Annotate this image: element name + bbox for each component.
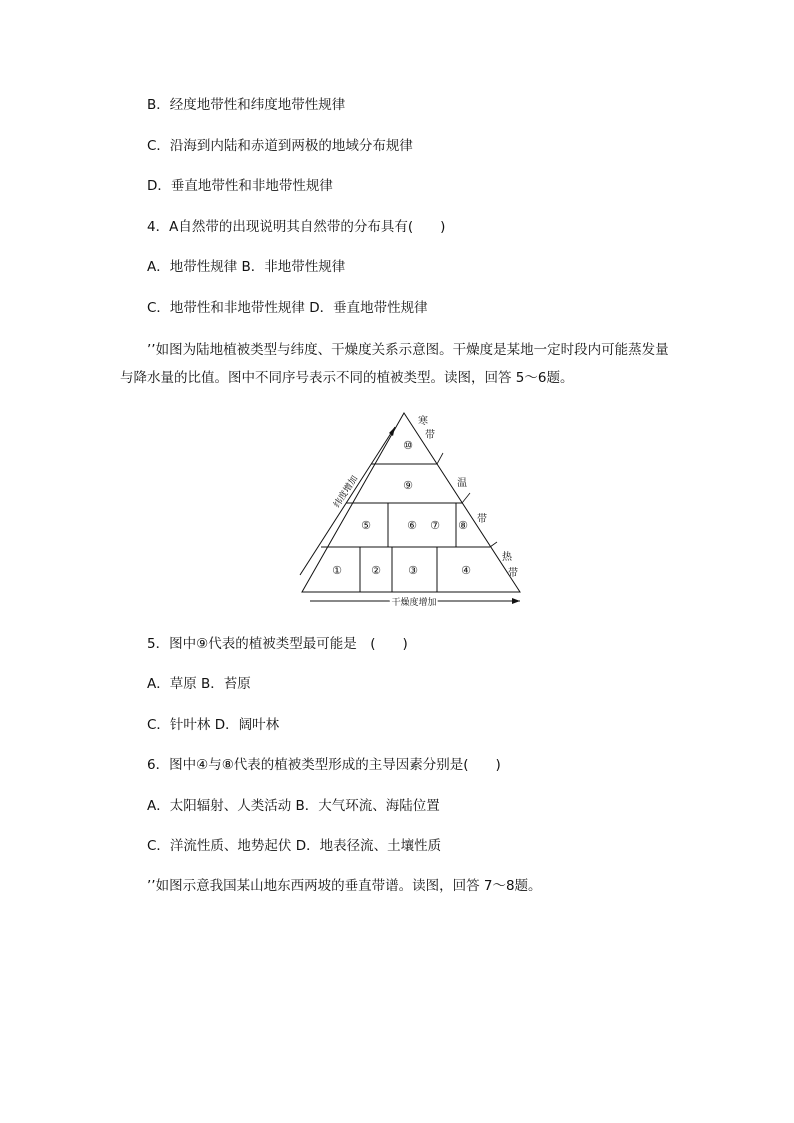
cell-label-4: ④ [461, 564, 471, 577]
q4-options-cd: C．地带性和非地带性规律 D．垂直地带性规律 [147, 300, 428, 316]
zone-label-cold-1: 寒 [418, 416, 428, 427]
q4-stem: 4．A自然带的出现说明其自然带的分布具有( ) [147, 219, 446, 235]
dryness-axis-label: 干燥度增加 [391, 598, 437, 607]
cell-label-7: ⑦ [430, 519, 440, 532]
tick-temperate-tropical [462, 493, 470, 503]
cell-label-10: ⑩ [403, 439, 413, 452]
cell-label-8: ⑧ [458, 519, 468, 532]
q6-stem: 6．图中④与⑧代表的植被类型形成的主导因素分别是( ) [147, 757, 501, 773]
cell-label-6: ⑥ [407, 519, 417, 532]
q5-stem: 5．图中⑨代表的植被类型最可能是 ( ) [147, 636, 408, 652]
vegetation-pyramid-diagram [296, 405, 528, 607]
dryness-axis-arrowhead [512, 598, 520, 604]
zone-label-cold-2: 带 [425, 430, 435, 441]
cell-label-5: ⑤ [361, 519, 371, 532]
q6-options-cd: C．洋流性质、地势起伏 D．地表径流、土壤性质 [147, 838, 442, 854]
q6-options-ab: A．太阳辐射、人类活动 B．大气环流、海陆位置 [147, 798, 440, 814]
q3-option-d: D．垂直地带性和非地带性规律 [147, 178, 333, 194]
passage-2: ’’如图示意我国某山地东西两坡的垂直带谱。读图，回答 7～8题。 [147, 878, 542, 894]
latitude-axis-label: 纬度增加 [332, 474, 361, 510]
zone-label-tropical-2: 带 [508, 568, 518, 579]
zone-label-tropical-1: 热 [502, 552, 512, 563]
cell-label-1: ① [332, 564, 342, 577]
tick-tropical-base [490, 542, 497, 547]
cell-label-9: ⑨ [403, 479, 413, 492]
passage-1: ’’如图为陆地植被类型与纬度、干燥度关系示意图。干燥度是某地一定时段内可能蒸发量与降水量的比值。图中不同序号表示不同的植被类型。读图，回答 5～6题。 [120, 342, 669, 386]
cell-label-3: ③ [408, 564, 418, 577]
q5-options-cd: C．针叶林 D．阔叶林 [147, 717, 280, 733]
tick-cold-temperate [437, 453, 443, 464]
q5-options-ab: A．草原 B．苔原 [147, 676, 251, 692]
q3-option-b: B．经度地带性和纬度地带性规律 [147, 97, 346, 113]
q3-option-c: C．沿海到内陆和赤道到两极的地域分布规律 [147, 138, 413, 154]
latitude-axis-line [300, 427, 395, 575]
zone-label-temperate-2: 带 [477, 514, 487, 525]
zone-label-temperate-1: 温 [457, 478, 467, 489]
cell-label-2: ② [371, 564, 381, 577]
q4-options-ab: A．地带性规律 B．非地带性规律 [147, 259, 346, 275]
